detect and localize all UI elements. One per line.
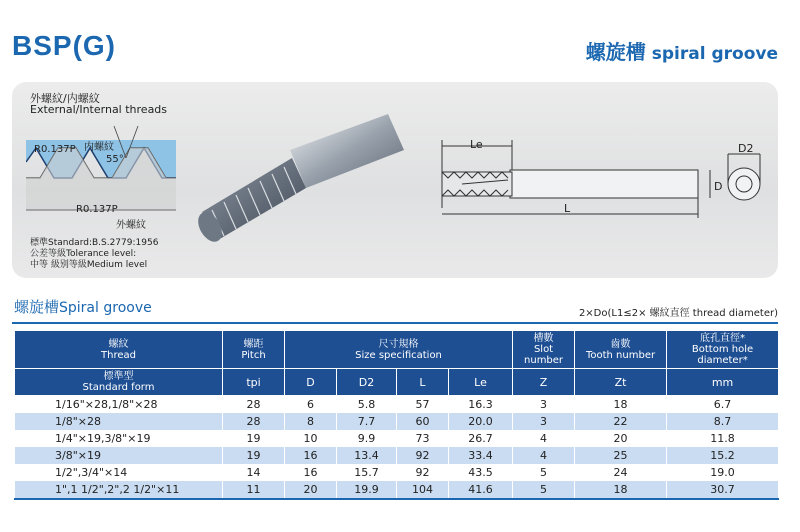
dim-d2-label: D2 <box>738 142 754 155</box>
col-standard-form: 標準型 Standard form <box>15 369 223 396</box>
angle-label: 55° <box>106 154 124 165</box>
page-subtitle <box>586 36 778 65</box>
col-z: Z <box>513 369 575 396</box>
table-row: 1/16"×28,1/8"×28 28 6 5.8 57 16.3 3 18 6.7 <box>15 396 779 414</box>
col-slot: 槽數 Slot number <box>513 331 575 369</box>
tolerance-text: 公差等級Tolerance level: <box>30 249 137 259</box>
external-label: 外螺紋 <box>116 220 146 231</box>
col-pitch: 螺距 Pitch <box>223 331 285 369</box>
dim-d-label: D <box>714 180 723 193</box>
col-tpi: tpi <box>223 369 285 396</box>
table-row: 1/4"×19,3/8"×19 19 10 9.9 73 26.7 4 20 11.8 <box>15 430 779 447</box>
col-zt: Zt <box>575 369 667 396</box>
table-row: 1",1 1/2",2",2 1/2"×11 11 20 19.9 104 41.6 5 18 30.7 <box>15 481 779 499</box>
col-le: Le <box>449 369 513 396</box>
product-panel <box>12 82 778 278</box>
medium-text: 中等 級别等級Medium level <box>30 260 148 270</box>
thread-type-cn: 外螺紋/内螺紋 <box>30 92 100 105</box>
subtitle-cn: 螺旋槽 <box>585 40 646 64</box>
col-tooth: 齒數 Tooth number <box>575 331 667 369</box>
thread-mill-image <box>172 106 432 256</box>
col-d2: D2 <box>337 369 397 396</box>
size-formula: 2×Do(L1≤2× 螺紋直徑 thread diameter) <box>578 308 778 319</box>
page-title: BSP(G) <box>12 30 116 61</box>
thread-type-en: External/Internal threads <box>30 103 168 116</box>
subtitle-en: spiral groove <box>651 44 778 64</box>
col-thread: 螺紋 Thread <box>15 331 223 369</box>
table-row: 1/2",3/4"×14 14 16 15.7 92 43.5 5 24 19.0 <box>15 464 779 481</box>
radius-top-label: R0.137P <box>34 144 76 155</box>
col-hole: 底孔直徑* Bottom hole diameter* <box>667 331 779 369</box>
table-row: 3/8"×19 19 16 13.4 92 33.4 4 25 15.2 <box>15 447 779 464</box>
standard-text: 標準Standard:B.S.2779:1956 <box>30 238 159 248</box>
col-size: 尺寸規格 Size specification <box>285 331 513 369</box>
section-divider <box>12 322 778 324</box>
dim-l-label: L <box>564 202 571 215</box>
col-l: L <box>397 369 449 396</box>
radius-bottom-label: R0.137P <box>76 204 118 215</box>
col-d: D <box>285 369 337 396</box>
internal-label: 内螺紋 <box>84 142 114 153</box>
section-title-en: Spiral groove <box>59 300 152 316</box>
col-mm: mm <box>667 369 779 396</box>
table-row: 1/8"×28 28 8 7.7 60 20.0 3 22 8.7 <box>15 413 779 430</box>
spec-table <box>14 330 779 500</box>
dim-le-label: Le <box>470 138 483 151</box>
section-title-cn: 螺旋槽 <box>14 298 60 316</box>
section-title <box>14 296 152 317</box>
